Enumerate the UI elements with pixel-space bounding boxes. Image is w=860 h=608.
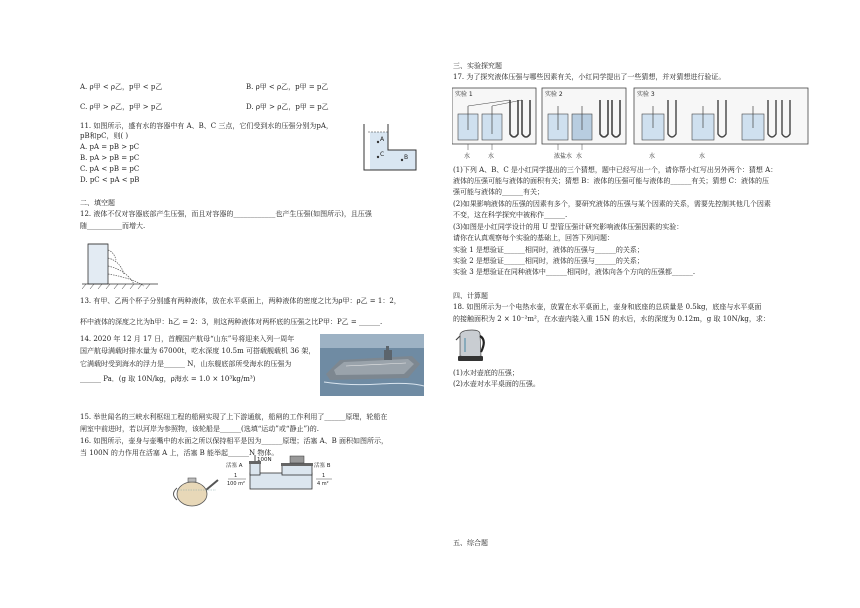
q11-label-b: B [404,154,409,161]
q11-option-c: C. pA < pB = pC [80,165,140,173]
q11-stem-2: pB和pC，则( ) [80,132,129,140]
q16-line-2: 当 100N 的力作用在活塞 A 上，活塞 B 能举起______N 物体。 [80,449,279,457]
q10-option-b: B. ρ甲 < ρ乙，p甲 = p乙 [246,83,329,91]
q13-line-1: 13. 有甲、乙两个杯子分别盛有两种液体，放在水平桌面上，两种液体的密度之比为ρ甲：ρ乙 = 1：2， [80,297,401,305]
q17-text-7: 请你在认真观察每个实验的基础上，回答下列问题： [453,234,614,242]
q14-line-2: 国产航母满载时排水量为 67000t，吃水深度 10.5m 可搭载舰载机 36 架， [80,347,316,355]
right-column [430,0,860,608]
teapot-figure [168,470,224,510]
q11-label-a: A [380,136,385,143]
piston-b-label: 活塞 B [314,463,331,469]
piston-a-label: 活塞 A [226,463,243,469]
q11-option-d: D. pC < pA < pB [80,176,140,184]
q17-text-9: 实验 2 是想验证______相同时，液体的压强与______的关系； [453,257,644,265]
q17-text-1: (1)下列 A、B、C 是小红同学提出的三个猜想，题中已经写出一个，请你帮小红写出另外两个：猜想 A： [453,166,778,174]
piston-b-area-den: 4 m² [317,481,329,487]
exp2-title: 实验 2 [545,91,563,98]
q18-line-2: 的接触面积为 2 × 10⁻²m²，在水壶内装入重 15N 的水后，水的深度为 0.12m，g 取 10N/kg，求： [453,315,770,323]
q17-text-4: (2)如果影响液体的压强的因素有多个，要研究液体的压强与某个因素的关系，需要先控制其他几个因素 [453,200,771,208]
q15-line-2: 闸室中前进时，若以河岸为参照物，该轮船是______(选填“运动”或“静止”)的. [80,425,320,433]
q10-option-a: A. ρ甲 < ρ乙，p甲 < p乙 [80,83,163,91]
u-tube-experiments-figure [452,86,812,162]
exp1-liquid-2: 水 [488,153,495,160]
q11-label-c: C [380,151,385,158]
exp3-liquid-1: 水 [649,153,656,160]
q14-line-1: 14. 2020 年 12 月 17 日，首艘国产航母“山东”号将迎来入列一周年 [80,335,295,343]
exp1-liquid-1: 水 [464,153,471,160]
q14-line-3: 它满载时受到海水的浮力是______ N，山东舰底部所受海水的压强为 [80,360,292,368]
q11-container-figure [360,122,420,174]
q18-line-4: (2)水壶对水平桌面的压强。 [453,380,540,388]
section-comprehensive-heading: 五、综合题 [453,539,488,547]
q12-vessel-figure [82,236,162,292]
q17-text-5: 不变，这在科学探究中被称作______. [453,211,568,219]
exp1-title: 实验 1 [455,91,473,98]
q15-line-1: 15. 举世闻名的三峡水利枢纽工程的船闸实现了上下游通航，船闸的工作利用了______原理，轮船在 [80,413,388,421]
piston-b-area-num: 1 [322,473,326,479]
hydraulic-press-figure [226,455,336,507]
exp2-liquid-1: 浓盐水 [554,153,573,160]
q12-line-2: 随__________而增大. [80,222,146,230]
q14-line-4: ______ Pa．(g 取 10N/kg，ρ海水 = 1.0 × 10³kg/m³) [80,375,256,383]
q11-option-b: B. pA > pB = pC [80,154,140,162]
section-calculation-heading: 四、计算题 [453,292,488,300]
q17-text-3: 强可能与液体的______有关； [453,188,544,196]
section-fill-in-heading: 二、填空题 [80,199,115,207]
piston-a-area-num: 1 [234,473,238,479]
press-force-label: 100N [257,457,272,463]
q10-option-c: C. ρ甲 > ρ乙，p甲 > p乙 [80,103,163,111]
q17-text-6: (3)如图是小红同学设计的用 U 型管压强计研究影响液体压强因素的实验： [453,223,684,231]
section-experiment-heading: 三、实验探究题 [453,62,502,70]
exp3-liquid-2: 水 [699,153,706,160]
exp3-title: 实验 3 [637,91,655,98]
q17-text-8: 实验 1 是想验证______相同时，液体的压强与______的关系； [453,246,644,254]
q12-line-1: 12. 液体不仅对容器底部产生压强，而且对容器的____________也产生压强(如图所示)，且压强 [80,210,372,218]
exp2-liquid-2: 水 [576,153,583,160]
q17-text-2: 液体的压强可能与液体的面积有关；猜想 B：液体的压强可能与液体的______有关；猜想 C：液体的压 [453,177,769,185]
q11-stem: 11. 如图所示，盛有水的容器中有 A、B、C 三点，它们受到水的压强分别为pA， [80,122,333,130]
q10-option-d: D. ρ甲 > ρ乙，p甲 = p乙 [246,103,329,111]
q17-line-1: 17. 为了探究液体压强与哪些因素有关，小红同学提出了一些猜想，并对猜想进行验证。 [453,73,726,81]
piston-a-area-den: 100 m² [227,481,246,487]
aircraft-carrier-photo [320,334,424,396]
q13-line-2: 杯中液体的深度之比为h甲：h乙 = 2：3，则这两种液体对两杯底的压强之比P甲：P乙 = ______. [80,318,383,326]
electric-kettle-photo [454,326,488,366]
q17-text-10: 实验 3 是想验证在同种液体中______相同时，液体向各个方向的压强都______. [453,268,696,276]
q18-line-1: 18. 如图所示为一个电热水壶，放置在水平桌面上，壶身和底座的总质量是 0.5kg，底座与水平桌面 [453,303,762,311]
q11-option-a: A. pA = pB > pC [80,143,140,151]
q16-line-1: 16. 如图所示，壶身与壶嘴中的水面之所以保持相平是因为______原理；活塞 A、B 面积如图所示， [80,437,389,445]
q18-line-3: (1)水对壶底的压强； [453,369,519,377]
